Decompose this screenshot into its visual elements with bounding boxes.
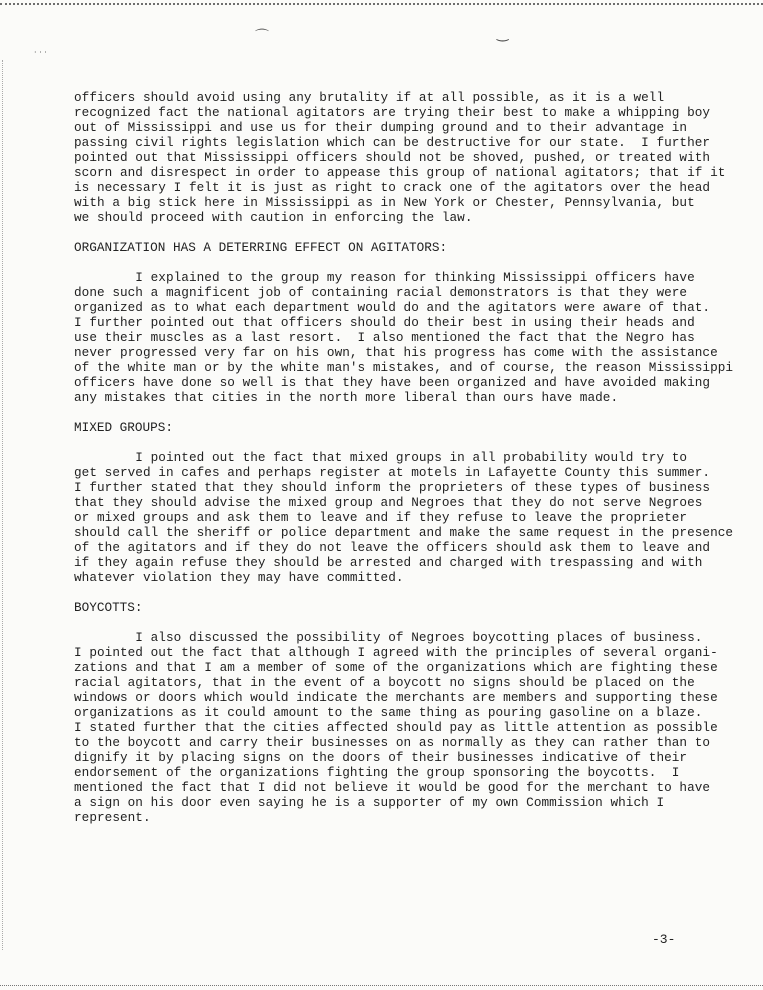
text-line: I pointed out the fact that although I agreed with the principles of several organi- (74, 645, 718, 660)
text-line: I pointed out the fact that mixed groups in all probability would try to (74, 450, 688, 465)
text-line: never progressed very far on his own, that his progress has come with the assistance (74, 345, 718, 360)
text-line: any mistakes that cities in the north more liberal than ours have made. (74, 390, 619, 405)
text-line: a sign on his door even saying he is a supporter of my own Commission which I (74, 795, 665, 810)
text-line: racial agitators, that in the event of a boycott no signs should be placed on the (74, 675, 695, 690)
text-line: zations and that I am a member of some of the organizations which are fighting these (74, 660, 718, 675)
text-line: windows or doors which would indicate the merchants are members and supporting these (74, 690, 718, 705)
text-line: represent. (74, 810, 151, 825)
paragraph-organization (74, 270, 734, 405)
text-line: of the white man or by the white man's mistakes, and of course, the reason Mississippi (74, 360, 734, 375)
paragraph-boycotts (74, 630, 724, 825)
scan-mark-margin: · · · (34, 48, 47, 57)
text-line: use their muscles as a last resort. I also mentioned the fact that the Negro has (74, 330, 695, 345)
text-line: dignify it by placing signs on the doors of their businesses indicative of their (74, 750, 688, 765)
text-line: I further stated that they should inform the proprieters of these types of business (74, 480, 711, 495)
text-line: scorn and disrespect in order to appease this group of national agitators; that if it (74, 165, 726, 180)
text-line: officers have done so well is that they have been organized and have avoided making (74, 375, 711, 390)
text-line: get served in cafes and perhaps register at motels in Lafayette County this summer. (74, 465, 711, 480)
text-line: officers should avoid using any brutality if at all possible, as it is a well (74, 90, 665, 105)
text-line: whatever violation they may have committed. (74, 570, 404, 585)
text-line: organized as to what each department would do and the agitators were aware of that. (74, 300, 711, 315)
text-line: done such a magnificent job of containing racial demonstrators is that they were (74, 285, 688, 300)
text-line: should call the sheriff or police department and make the same request in the presence (74, 525, 734, 540)
text-line: we should proceed with caution in enforcing the law. (74, 210, 473, 225)
scan-mark-top-left: ⌒ (255, 29, 269, 45)
document-body (74, 90, 734, 825)
text-line: with a big stick here in Mississippi as in New York or Chester, Pennsylvania, but (74, 195, 695, 210)
text-line: endorsement of the organizations fighting the group sponsoring the boycotts. I (74, 765, 680, 780)
text-line: mentioned the fact that I did not believe it would be good for the merchant to have (74, 780, 711, 795)
text-line: recognized fact the national agitators are trying their best to make a whipping boy (74, 105, 711, 120)
text-line: I further pointed out that officers should do their best in using their heads and (74, 315, 695, 330)
text-line: out of Mississippi and use us for their dumping ground and to their advantage in (74, 120, 688, 135)
heading-mixed-groups: MIXED GROUPS: (74, 420, 173, 435)
text-line: that they should advise the mixed group and Negroes that they do not serve Negroes (74, 495, 703, 510)
top-border (0, 3, 763, 5)
text-line: organizations as it could amount to the same thing as pouring gasoline on a blaze. (74, 705, 703, 720)
page-number: -3- (652, 932, 676, 947)
text-line: of the agitators and if they do not leave the officers should ask them to leave and (74, 540, 711, 555)
text-line: if they again refuse they should be arrested and charged with trespassing and with (74, 555, 703, 570)
bottom-border (0, 985, 763, 986)
paragraph-intro-continuation (74, 90, 724, 225)
paragraph-mixed-groups (74, 450, 734, 585)
text-line: pointed out that Mississippi officers should not be shoved, pushed, or treated with (74, 150, 711, 165)
text-line: passing civil rights legislation which can be destructive for our state. I further (74, 135, 711, 150)
text-line: I explained to the group my reason for thinking Mississippi officers have (74, 270, 695, 285)
text-line: to the boycott and carry their businesses on as normally as they can rather than to (74, 735, 711, 750)
heading-boycotts: BOYCOTTS: (74, 600, 143, 615)
text-line: I also discussed the possibility of Negroes boycotting places of business. (74, 630, 703, 645)
text-line: or mixed groups and ask them to leave and if they refuse to leave the proprieter (74, 510, 688, 525)
left-margin-edge (2, 60, 3, 950)
scan-mark-top-right: ‿ (497, 26, 509, 42)
text-line: is necessary I felt it is just as right to crack one of the agitators over the head (74, 180, 711, 195)
heading-organization: ORGANIZATION HAS A DETERRING EFFECT ON AGITATORS: (74, 240, 448, 255)
text-line: I stated further that the cities affected should pay as little attention as possible (74, 720, 718, 735)
